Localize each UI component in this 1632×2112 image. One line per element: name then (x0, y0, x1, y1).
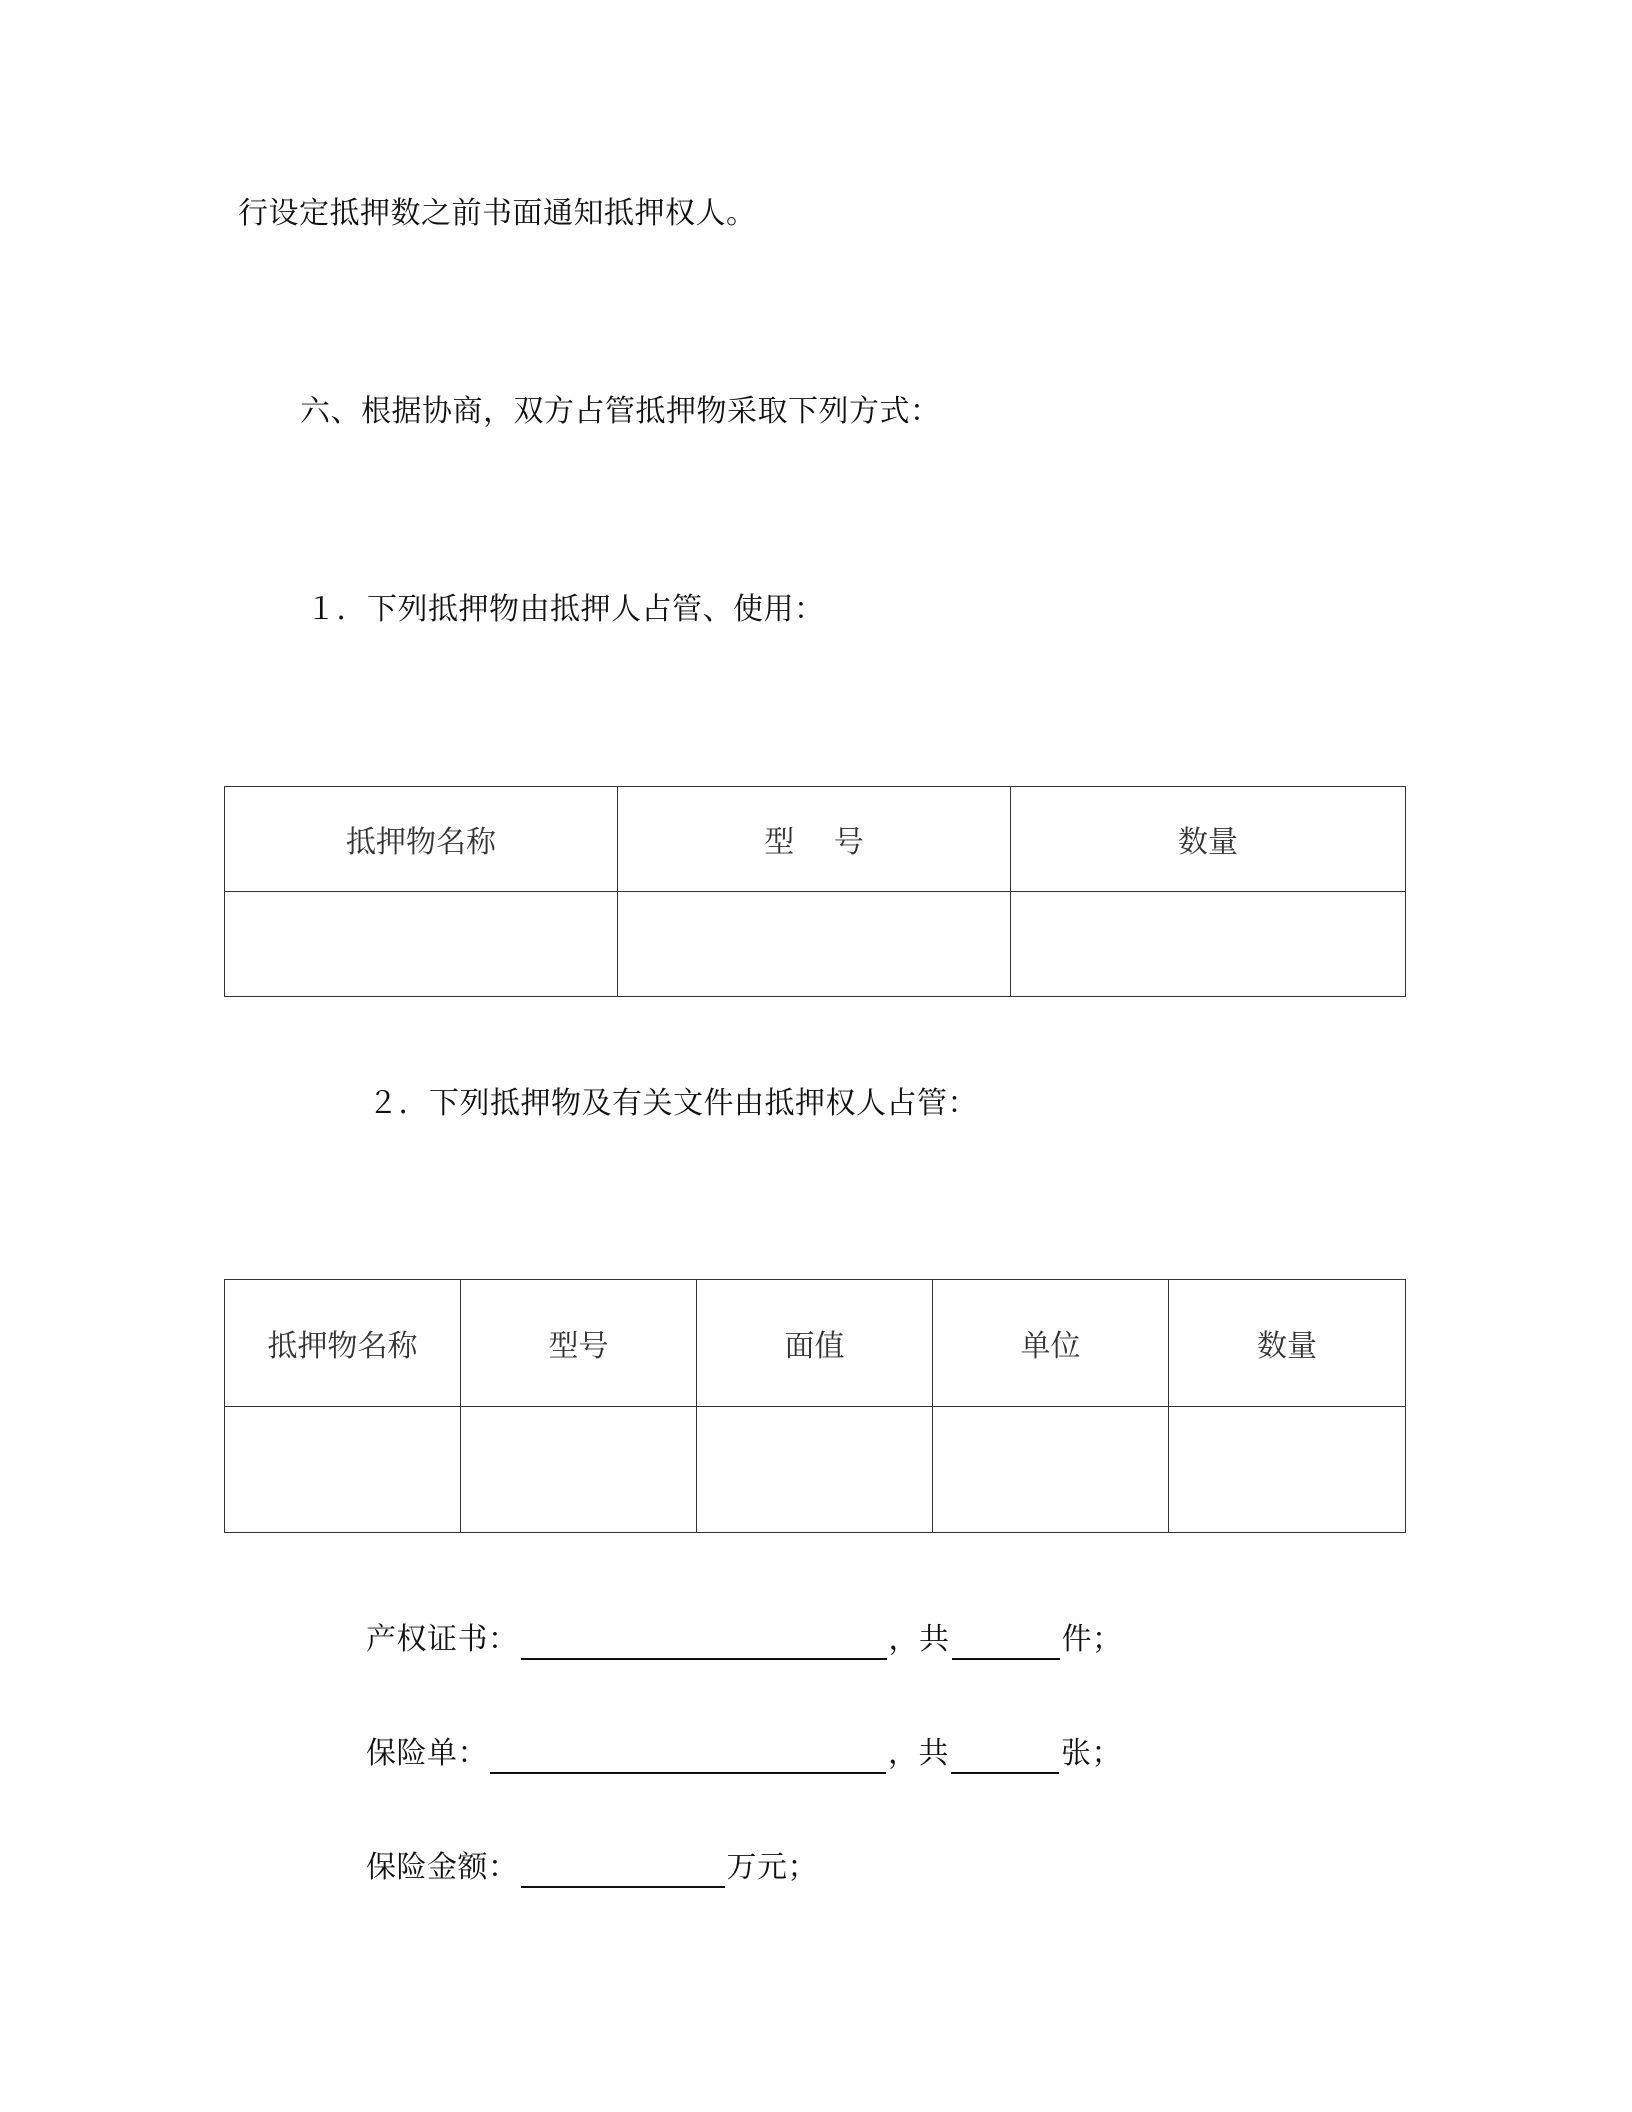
insurance-amount-field (366, 1848, 818, 1888)
property-cert-label: 产权证书： (366, 1622, 519, 1657)
table-header-row (225, 787, 1406, 892)
property-cert-mid: ，共 (888, 1622, 950, 1657)
paragraph-continuation: 行设定抵押数之前书面通知抵押权人。 (238, 196, 757, 231)
table-header-cell: 数量 (1169, 1280, 1406, 1407)
table-cell[interactable] (225, 892, 618, 997)
insurance-policy-field (366, 1734, 1122, 1774)
table-cell[interactable] (697, 1407, 933, 1533)
item-one-heading: １．下列抵押物由抵押人占管、使用： (306, 592, 825, 627)
section-six-heading: 六、根据协商，双方占管抵押物采取下列方式： (300, 394, 941, 429)
table-cell[interactable] (618, 892, 1011, 997)
property-cert-field (366, 1620, 1123, 1660)
insurance-amount-unit: 万元； (726, 1850, 818, 1885)
table-header-cell: 型 号 (618, 787, 1011, 892)
insurance-policy-count-input[interactable] (951, 1736, 1059, 1774)
table-header-cell: 单位 (933, 1280, 1169, 1407)
insurance-policy-input[interactable] (490, 1736, 886, 1774)
table-cell[interactable] (1169, 1407, 1406, 1533)
item-two-heading: ２．下列抵押物及有关文件由抵押权人占管： (368, 1086, 978, 1121)
table-row (225, 1407, 1406, 1533)
table-pledgor-custody (224, 786, 1406, 997)
insurance-amount-input[interactable] (521, 1850, 725, 1888)
insurance-policy-label: 保险单： (366, 1736, 488, 1771)
property-cert-input[interactable] (521, 1622, 887, 1660)
property-cert-count-input[interactable] (952, 1622, 1060, 1660)
table-cell[interactable] (1011, 892, 1406, 997)
table-header-cell: 抵押物名称 (225, 1280, 461, 1407)
table-header-cell: 面值 (697, 1280, 933, 1407)
table-row (225, 892, 1406, 997)
table-header-row (225, 1280, 1406, 1407)
table-header-cell: 数量 (1011, 787, 1406, 892)
table-header-cell: 抵押物名称 (225, 787, 618, 892)
table-pledgee-custody (224, 1279, 1406, 1533)
property-cert-unit: 件； (1061, 1622, 1123, 1657)
table-cell[interactable] (933, 1407, 1169, 1533)
table-header-cell: 型号 (461, 1280, 697, 1407)
insurance-amount-label: 保险金额： (366, 1850, 519, 1885)
insurance-policy-unit: 张； (1061, 1736, 1122, 1771)
table-cell[interactable] (225, 1407, 461, 1533)
insurance-policy-mid: ，共 (888, 1736, 949, 1771)
table-cell[interactable] (461, 1407, 697, 1533)
